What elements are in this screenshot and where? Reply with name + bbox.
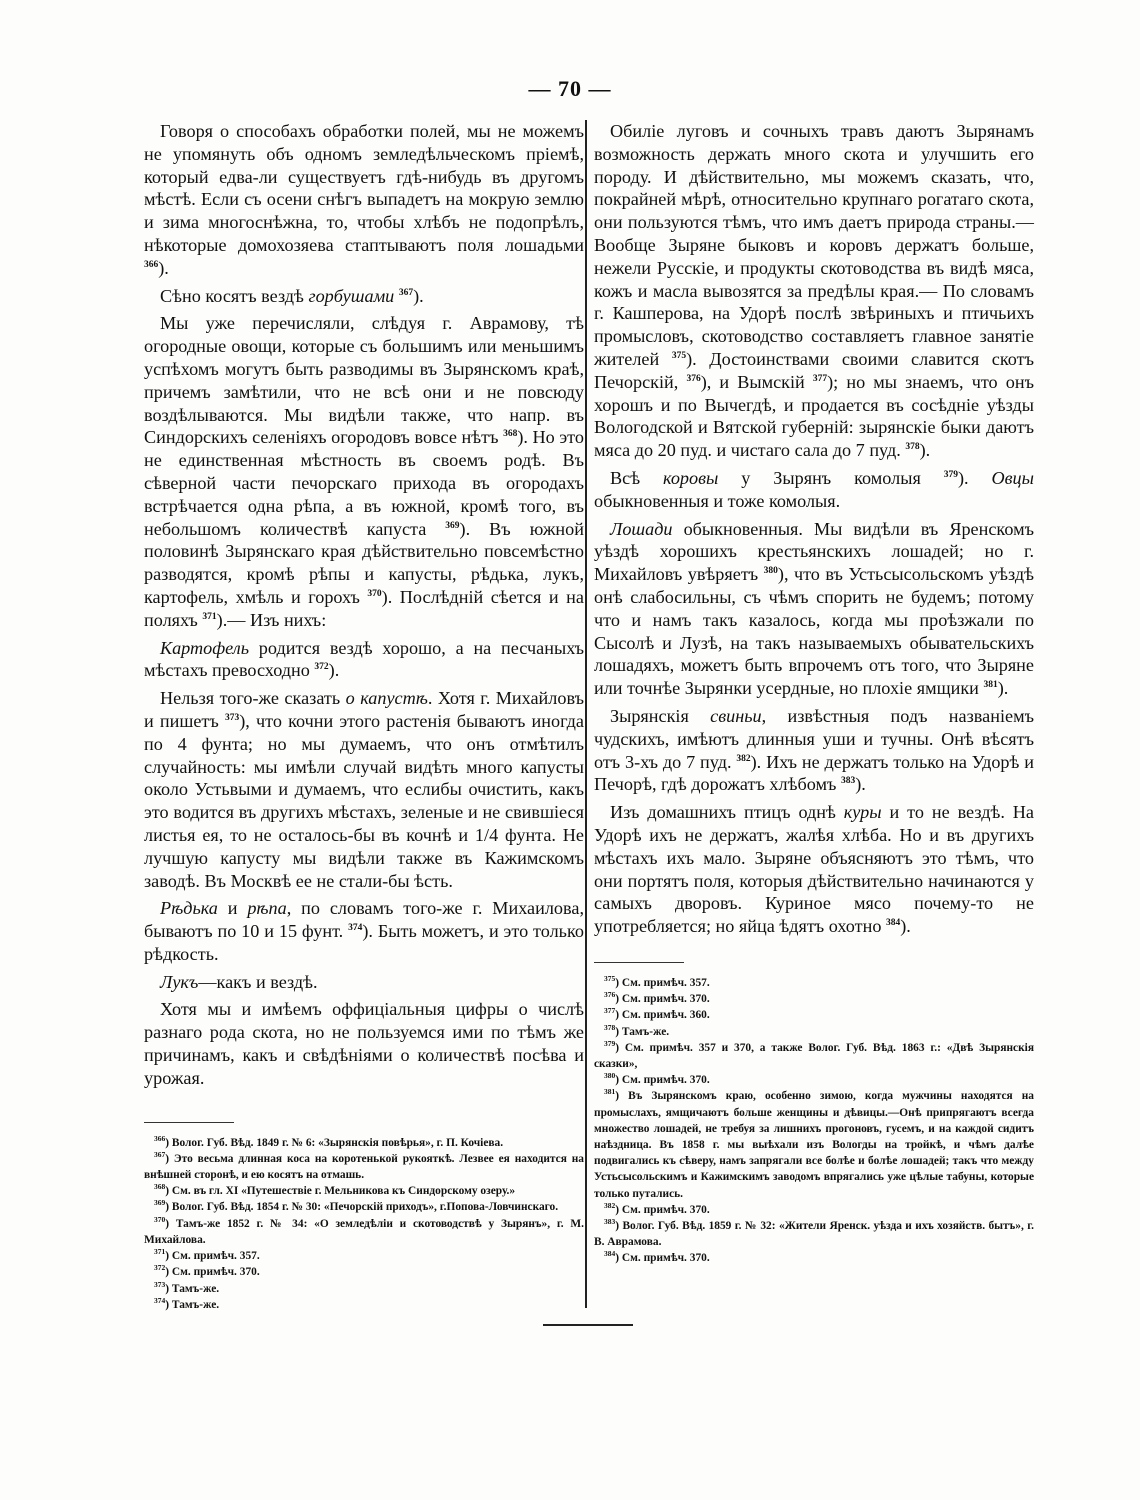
paragraph: Сѣно косятъ вездѣ горбушами $^{367}$). [160, 285, 424, 306]
footnote: $^{368}$) См. въ гл. XI «Путешествіе г. Мельникова къ Синдорскому озеру.» [154, 1182, 516, 1198]
footnote: $^{370}$) Тамъ-же 1852 г. № 34: «О земледѣліи и скотоводствѣ у Зырянъ», г. М. Михайлова. [144, 1214, 584, 1246]
footnote-separator [594, 962, 684, 963]
page-end-rule [543, 1324, 633, 1326]
footnote: $^{366}$) Волог. Губ. Вѣд. 1849 г. № 6: «Зырянскія повѣрья», г. П. Кочіева. [154, 1133, 504, 1149]
footnote-ref: 372 [314, 662, 329, 673]
footnote-ref: 375 [671, 350, 687, 361]
footnote-number: 378 [604, 1022, 616, 1032]
footnote: $^{375}$) См. примѣч. 357. [604, 974, 710, 989]
left-footnotes [144, 1135, 584, 1313]
footnote-ref: 378 [905, 442, 920, 453]
footnote-number: 374 [154, 1295, 166, 1305]
footnote: $^{371}$) См. примѣч. 357. [154, 1247, 260, 1263]
footnote-ref: 370 [367, 588, 382, 599]
right-body-text [594, 120, 1034, 938]
paragraph: Картофель родится вездѣ хорошо, а на песчаныхъ мѣстахъ превосходно $^{372}$). [144, 637, 584, 681]
footnote-ref: 383 [840, 776, 856, 787]
footnote-number: 382 [604, 1200, 616, 1210]
footnote-ref: 368 [503, 429, 518, 440]
page-number: — 70 — [528, 76, 612, 101]
footnote-number: 370 [154, 1214, 166, 1224]
footnote-ref: 382 [736, 753, 751, 764]
footnote-number: 381 [604, 1087, 616, 1097]
footnote: $^{372}$) См. примѣч. 370. [154, 1263, 260, 1279]
paragraph: Всѣ коровы у Зырянъ комолыя $^{379}$). Овцы обыкновенныя и тоже комолыя. [594, 467, 1034, 511]
footnote: $^{374}$) Тамъ-же. [154, 1295, 220, 1311]
footnote-ref: 371 [202, 611, 217, 622]
paragraph: Нельзя того-же сказать о капустѣ. Хотя г. Михайловъ и пишетъ $^{373}$), что кочни этого растенія бываютъ иногда по 4 фунта; но мы думаемъ, что онъ отмѣтилъ случайность: мы имѣли случай видѣть много капусты около Устьвыми и думаемъ, что еслибы очистить, какъ это водится въ другихъ мѣстахъ, зеленые и не свившіеся листья ея, то не осталось-бы въ кочнѣ и 1/4 фунта. Не лучшую капусту мы видѣли также въ Кажимскомъ заводѣ. Въ Москвѣ ее не стали-бы ѣсть. [144, 688, 585, 891]
footnote-number: 367 [154, 1150, 166, 1160]
footnote-ref: 373 [224, 712, 240, 723]
paragraph: Зырянскія свиньи, извѣстныя подъ названіемъ чудскихъ, имѣютъ длинныя уши и тучны. Онѣ вѣсятъ отъ 3-хъ до 7 пуд. $^{382}$). Ихъ не держатъ только на Удорѣ и Печорѣ, гдѣ дорожатъ хлѣбомъ $^{383}$). [594, 705, 1034, 795]
footnote-ref: 369 [445, 520, 460, 531]
footnote: $^{377}$) См. примѣч. 360. [604, 1006, 710, 1022]
footnote: $^{380}$) См. примѣч. 370. [604, 1071, 710, 1087]
footnote-ref: 379 [943, 469, 958, 480]
footnote-number: 373 [154, 1279, 166, 1289]
footnote-number: 376 [604, 990, 616, 1000]
right-footnotes [594, 975, 1034, 1267]
left-body-text [144, 120, 584, 1090]
footnote: $^{384}$) См. примѣч. 370. [604, 1249, 710, 1265]
footnote-number: 369 [154, 1198, 166, 1208]
footnote: $^{376}$) См. примѣч. 370. [604, 990, 710, 1006]
paragraph: Мы уже перечисляли, слѣдуя г. Аврамову, тѣ огородные овощи, которые съ большимъ или меньшимъ успѣхомъ могутъ быть разводимы въ Зырянскомъ краѣ, причемъ замѣтили, что не всѣ они и не повсюду воздѣлываются. Мы видѣли также, что напр. въ Синдорскихъ селеніяхъ огородовъ вовсе нѣтъ $^{368}$). Но это не единственная мѣстность въ своемъ родѣ. Въ сѣверной части печорскаго прихода въ огородахъ встрѣчается одна рѣпа, а въ южной, кромѣ того, въ небольшомъ количествѣ капуста $^{369}$). Въ южной половинѣ Зырянскаго края дѣйствительно повсемѣстно разводятся, кромѣ рѣпы и капусты, рѣдька, лукъ, картофель, хмѣль и горохъ $^{370}$). Послѣдній сѣется и на поляхъ $^{371}$).— Изъ нихъ: [144, 313, 584, 630]
paragraph: Лукъ—какъ и вездѣ. [160, 971, 318, 992]
paragraph: Лошади обыкновенныя. Мы видѣли въ Яренскомъ уѣздѣ хорошихъ крестьянскихъ лошадей; но г. Михайловъ увѣряетъ $^{380}$), что въ Устьсысольскомъ уѣздѣ онѣ слабосильны, съ чѣмъ спорить не будемъ; потому что и намъ такъ казалось, когда мы проѣзжали по Сысолѣ и Лузѣ, на такъ называемыхъ обывательскихъ лошадяхъ, можетъ быть впрочемъ отъ того, что Зыряне или точнѣе Зырянки усердные, но плохіе ямщики $^{381}$). [594, 518, 1034, 699]
footnote: $^{367}$) Это весьма длинная коса на коротенькой рукояткѣ. Лезвее ея находится на внѣшней сторонѣ, и ею косятъ на отмашь. [144, 1150, 584, 1182]
footnote-number: 371 [154, 1247, 166, 1257]
paragraph: Обиліе луговъ и сочныхъ травъ даютъ Зырянамъ возможность держать много скота и улучшить его породу. И дѣйствительно, мы можемъ сказать, что, покрайней мѣрѣ, относительно крупнаго рогатаго скота, они пользуются тѣмъ, что имъ даетъ природа страны.— Вообще Зыряне быковъ и коровъ держатъ больше, нежели Русскіе, и продукты скотоводства въ видѣ мяса, кожъ и масла вывозятся за предѣлы края.— По словамъ г. Кашперова, на Удорѣ послѣ звѣриныхъ и птичьихъ промысловъ, скотоводство составляетъ главное занятіе жителей $^{375}$). Достоинствами своими славится скотъ Печорскій, $^{376}$), и Вымскій $^{377}$); но мы знаемъ, что онъ хорошъ и по Вычегдѣ, и продается въ сосѣдніе уѣзды Вологодской и Вятской губерній: зырянскіе быки даютъ мяса до 20 пуд. и чистаго сала до 7 пуд. $^{378}$). [594, 121, 1035, 461]
footnote-number: 377 [604, 1006, 616, 1016]
right-column [594, 120, 1034, 1267]
footnote-ref: 377 [812, 373, 828, 384]
paragraph: Говоря о способахъ обработки полей, мы не можемъ не упомянуть объ одномъ земледѣльческомъ пріемѣ, который едва-ли существуетъ гдѣ-нибудь въ другомъ мѣстѣ. Если съ осени снѣгъ выпадетъ на мокрую землю и зима многоснѣжна, то, чтобы хлѣбъ не подопрѣлъ, нѣкоторые домохозяева стаптываютъ поля лошадьми $^{366}$). [144, 121, 584, 278]
footnote-number: 368 [154, 1182, 166, 1192]
fraction: 1/4 [474, 824, 499, 845]
footnote: $^{383}$) Волог. Губ. Вѣд. 1859 г. № 32: «Жители Яренск. уѣзда и ихъ хозяйств. бытъ», г. В. Аврамова. [594, 1217, 1034, 1249]
left-column [144, 120, 584, 1313]
footnote: $^{381}$) Въ Зырянскомъ краю, особенно зимою, когда мужчины находятся на промыслахъ, ямщичаютъ больше женщины и дѣвицы.—Онѣ припрягаютъ всегда множество лошадей, не требуя за лишнихъ прогоновъ, гусемъ, и на каждой сидитъ наѣздница. Въ 1858 г. мы выѣхали изъ Вологды на тройкѣ, и чѣмъ далѣе подвигались къ сѣверу, намъ запрягали все болѣе и болѣе лошадей; такъ что между Устьсысольскимъ и Кажимскимъ заводомъ впрягались уже цѣлые табуны, которые только путались. [594, 1087, 1034, 1200]
footnote-ref: 381 [983, 680, 998, 691]
footnote: $^{382}$) См. примѣч. 370. [604, 1200, 710, 1216]
footnote-ref: 380 [763, 566, 778, 577]
paragraph: Хотя мы и имѣемъ оффиціальныя цифры о числѣ разнаго рода скота, но не пользуемся ими по тѣмъ же причинамъ, какъ и свѣдѣніями о количествѣ посѣва и урожая. [144, 999, 584, 1088]
footnote: $^{369}$) Волог. Губ. Вѣд. 1854 г. № 30: «Печорскій приходъ», г.Попова-Ловчинскаго. [154, 1198, 559, 1214]
footnote-ref: 367 [398, 287, 414, 298]
footnote-ref: 376 [686, 373, 701, 384]
footnote-number: 383 [604, 1217, 616, 1227]
footnote-number: 366 [154, 1133, 166, 1143]
footnote-number: 380 [604, 1071, 616, 1081]
footnote: $^{373}$) Тамъ-же. [154, 1279, 220, 1295]
footnote-number: 375 [604, 974, 616, 984]
footnote-number: 379 [604, 1038, 616, 1048]
footnote: $^{378}$) Тамъ-же. [604, 1022, 670, 1038]
footnote-ref: 374 [348, 923, 363, 934]
footnote-ref: 366 [144, 259, 159, 270]
footnote: $^{379}$) См. примѣч. 357 и 370, а также Волог. Губ. Вѣд. 1863 г.: «Двѣ Зырянскія сказки», [594, 1038, 1034, 1070]
paragraph: Изъ домашнихъ птицъ однѣ куры и то не вездѣ. На Удорѣ ихъ не держатъ, жалѣя хлѣба. Но и въ другихъ мѣстахъ ихъ мало. Зыряне объясняютъ это тѣмъ, что они портятъ поля, которыя дѣйствительно начинаются у самыхъ дворовъ. Куриное мясо почему-то не употребляется; но яйца ѣдятъ охотно $^{384}$). [594, 802, 1034, 937]
footnote-number: 384 [604, 1249, 616, 1259]
footnote-separator [144, 1122, 234, 1123]
footnote-ref: 384 [885, 918, 901, 929]
column-divider [585, 120, 587, 1308]
paragraph: Рѣдька и рѣпа, по словамъ того-же г. Михаилова, бываютъ по 10 и 15 фунт. $^{374}$). Быть можетъ, и это только рѣдкость. [144, 898, 584, 964]
footnote-number: 372 [154, 1263, 166, 1273]
